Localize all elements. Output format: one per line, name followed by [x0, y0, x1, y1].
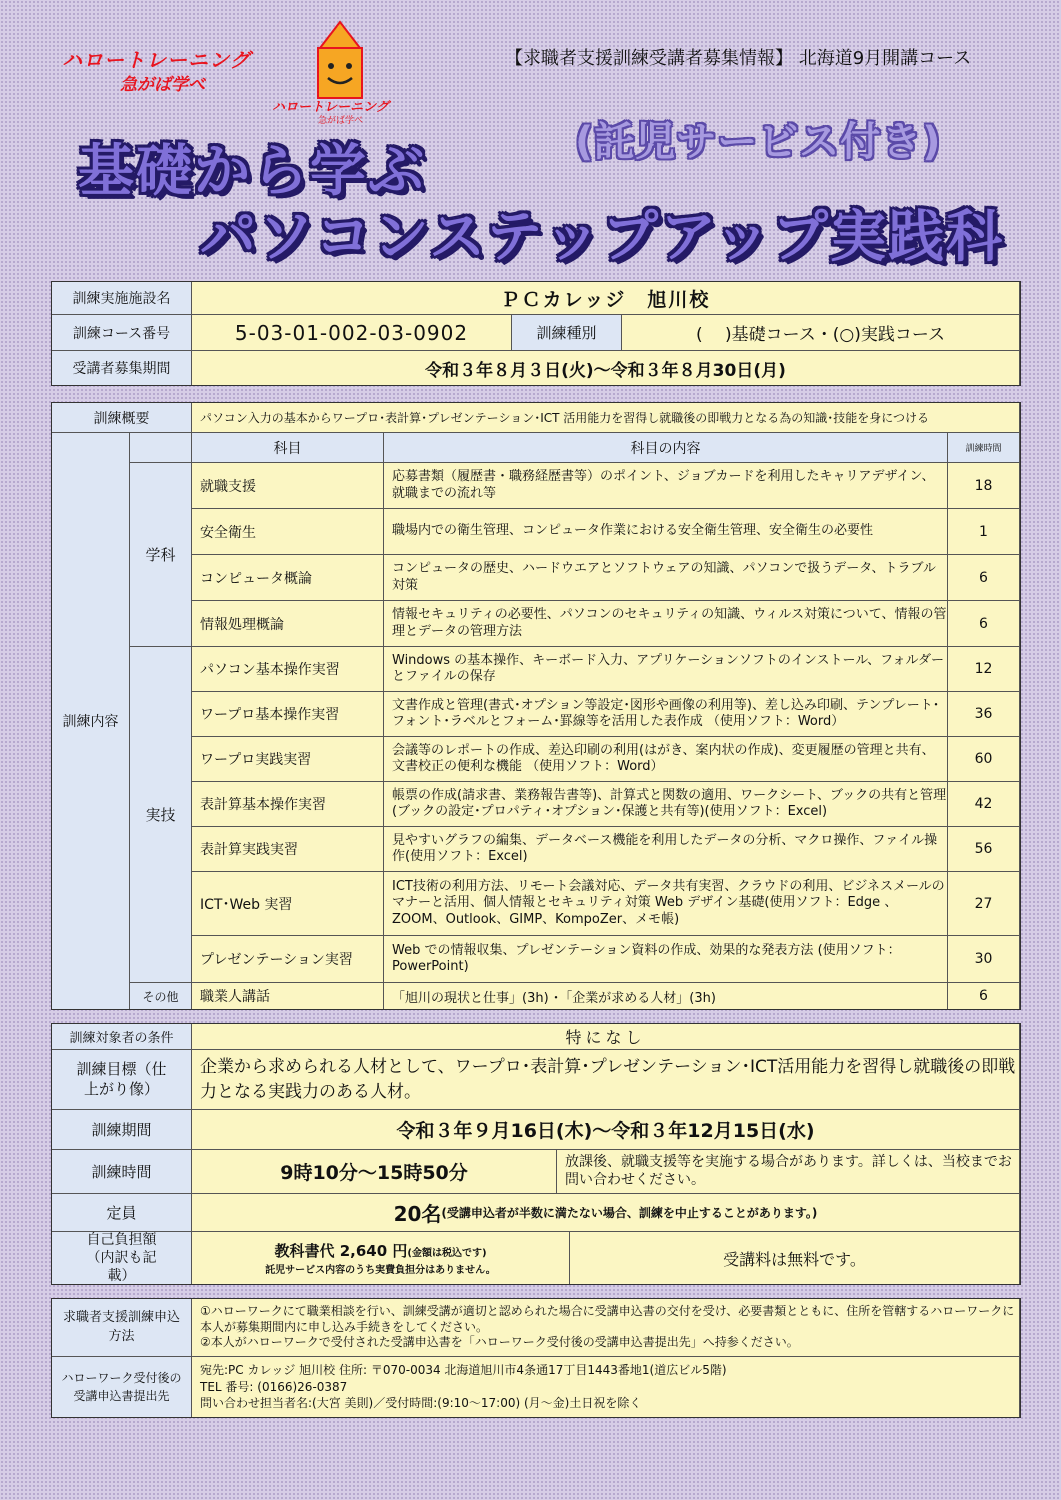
mascot-pencil-icon [300, 18, 380, 108]
subject-hours: 18 [948, 463, 1020, 509]
subject-content: Windows の基本操作、キーボード入力、アプリケーションソフトのインストール、フォルダーとファイルの保存 [384, 647, 948, 692]
childcare-service-label: (託児サービス付き) [575, 119, 942, 165]
subject-content: 見やすいグラフの編集、データベース機能を利用したデータの分析、マクロ操作、ファイル操作(使用ソフト：Excel) [384, 827, 948, 872]
subject-hours: 36 [948, 692, 1020, 737]
capacity-label: 定員 [52, 1194, 192, 1232]
subject-content: 帳票の作成(請求書、業務報告書等)、計算式と関数の適用、ワークシート、ブックの共有と管理(ブックの設定･プロパティ･オプション･保護と共有等)(使用ソフト：Excel) [384, 782, 948, 827]
apply-method-step2: ②本人がハローワークで受付された受講申込書を「ハローワーク受付後の受講申込書提出先」へ持参ください。 [200, 1335, 799, 1350]
cost-tax-note: (金額は税込です) [407, 1248, 487, 1259]
training-details-table [51, 1023, 1021, 1285]
period-value: 令和３年９月16日(木)～令和３年12月15日(水) [192, 1110, 1020, 1150]
subject-content: Web での情報収集、プレゼンテーション資料の作成、効果的な発表方法 (使用ソフト：PowerPoint) [384, 936, 948, 983]
content-label: 訓練内容 [52, 433, 130, 1009]
brand-slogan-line1: ハロートレーニング [62, 48, 251, 72]
goal-value: 企業から求められる人材として、ワープロ･表計算･プレゼンテーション･ICT活用能力を習得し就職後の即戦力となる実践力のある人材。 [192, 1050, 1020, 1110]
time-note: 放課後、就職支援等を実施する場合があります。詳しくは、当校までお問い合わせください。 [557, 1150, 1020, 1194]
facility-label: 訓練実施施設名 [52, 282, 192, 315]
subject-hours: 30 [948, 936, 1020, 983]
subject-name: ワープロ実践実習 [192, 737, 384, 782]
subject-hours: 56 [948, 827, 1020, 872]
goal-label: 訓練目標（仕上がり像） [52, 1050, 192, 1110]
apply-method-step1: ①ハローワークにて職業相談を行い、訓練受講が適切と認められた場合に受講申込書の交付を受け、必要書類とともに、住所を管轄するハローワークに本人が募集期間内に申し込み手続きをしてください。 [200, 1304, 1015, 1334]
category-jitsugi: 実技 [130, 647, 192, 983]
subject-content: 会議等のレポートの作成、差込印刷の利用(はがき、案内状の作成)、変更履歴の管理と共有、文書校正の便利な機能 （使用ソフト：Word） [384, 737, 948, 782]
category-gakka: 学科 [130, 463, 192, 647]
course-title-line1: 基礎から学ぶ [78, 139, 426, 204]
subject-content: 「旭川の現状と仕事」(3h) ･「企業が求める人材」(3h) [384, 983, 948, 1009]
submit-destination-label: ハローワーク受付後の受講申込書提出先 [52, 1357, 192, 1417]
subject-hours: 1 [948, 509, 1020, 555]
subject-name: プレゼンテーション実習 [192, 936, 384, 983]
subject-content: ICT技術の利用方法、リモート会議対応、データ共有実習、クラウドの利用、ビジネスメールのマナーと活用、個人情報とセキュリティ対策 Web デザイン基礎(使用ソフト：Edge 、ZOOM、Outlook、GIMP、KompoZer、メモ帳) [384, 872, 948, 936]
target-label: 訓練対象者の条件 [52, 1024, 192, 1050]
category-other: その他 [130, 983, 192, 1009]
subject-hours: 6 [948, 601, 1020, 647]
subject-name: 表計算基本操作実習 [192, 782, 384, 827]
fee-note: 受講料は無料です。 [570, 1232, 1020, 1284]
subject-name: ICT･Web 実習 [192, 872, 384, 936]
subject-hours: 6 [948, 555, 1020, 601]
subject-hours: 27 [948, 872, 1020, 936]
subject-hours: 42 [948, 782, 1020, 827]
application-table [51, 1298, 1021, 1418]
apply-method-label: 求職者支援訓練申込方法 [52, 1299, 192, 1357]
subject-content: 職場内での衛生管理、コンピュータ作業における安全衛生管理、安全衛生の必要性 [384, 509, 948, 555]
destination-phone: TEL 番号: (0166)26-0387 [200, 1379, 348, 1394]
recruitment-info-header: 【求職者支援訓練受講者募集情報】 北海道9月開講コース [505, 48, 972, 69]
subject-content: 情報セキュリティの必要性、パソコンのセキュリティの知識、ウィルス対策について、情報の管理とデータの管理方法 [384, 601, 948, 647]
content-header: 科目の内容 [384, 433, 948, 463]
recruit-period-label: 受講者募集期間 [52, 351, 192, 385]
facility-value: ＰＣカレッジ 旭川校 [192, 282, 1020, 315]
cost-childcare-note: 託児サービス内容のうち実費負担分はありません。 [265, 1265, 496, 1276]
subject-hours: 12 [948, 647, 1020, 692]
mascot-caption: ハロートレーニング [272, 100, 389, 115]
subject-name: 職業人講話 [192, 983, 384, 1009]
subject-name: コンピュータ概論 [192, 555, 384, 601]
capacity-note: (受講申込者が半数に満たない場合、訓練を中止することがあります。) [441, 1206, 818, 1220]
facility-info-table [51, 281, 1021, 386]
subject-name: 安全衛生 [192, 509, 384, 555]
overview-value: パソコン入力の基本からワープロ･表計算･プレゼンテーション･ICT 活用能力を習得し就職後の即戦力となる為の知識･技能を身につける [192, 403, 1020, 433]
time-label: 訓練時間 [52, 1150, 192, 1194]
brand-slogan-line2: 急がば学べ [120, 75, 205, 95]
course-number-value: 5-03-01-002-03-0902 [192, 315, 512, 351]
subject-content: 文書作成と管理(書式･オプション等設定･図形や画像の利用等)、差し込み印刷、テンプレート･フォント･ラベルとフォーム･罫線等を活用した表作成 （使用ソフト：Word） [384, 692, 948, 737]
target-value: 特になし [192, 1024, 1020, 1050]
hours-header: 訓練時間 [948, 433, 1020, 463]
cost-label: 自己負担額（内訳も記載） [52, 1232, 192, 1284]
training-type-label: 訓練種別 [512, 315, 622, 351]
subject-hours: 6 [948, 983, 1020, 1009]
subject-name: 情報処理概論 [192, 601, 384, 647]
subject-content: 応募書類（履歴書・職務経歴書等）のポイント、ジョブカードを利用したキャリアデザイン、就職までの流れ等 [384, 463, 948, 509]
subject-name: パソコン基本操作実習 [192, 647, 384, 692]
subject-name: 就職支援 [192, 463, 384, 509]
overview-label: 訓練概要 [52, 403, 192, 433]
subject-name: 表計算実践実習 [192, 827, 384, 872]
destination-address: 宛先:PC カレッジ 旭川校 住所: 〒070-0034 北海道旭川市4条通17丁目1443番地1(道広ビル5階) [200, 1362, 727, 1377]
mascot-sub-caption: 急がば学べ [318, 116, 364, 126]
course-title-line2: パソコンステップアップ実践科 [200, 205, 1005, 270]
subject-header: 科目 [192, 433, 384, 463]
cost-value: 教科書代 2,640 円 [274, 1242, 408, 1260]
recruit-period-value: 令和３年８月３日(火)～令和３年８月30日(月) [192, 351, 1020, 385]
destination-contact: 問い合わせ担当者名:(大宮 美則)／受付時間:(9:10～17:00) (月～金)土日祝を除く [200, 1396, 642, 1411]
time-value: 9時10分～15時50分 [192, 1150, 557, 1194]
period-label: 訓練期間 [52, 1110, 192, 1150]
subject-hours: 60 [948, 737, 1020, 782]
subject-content: コンピュータの歴史、ハードウエアとソフトウェアの知識、パソコンで扱うデータ、トラブル対策 [384, 555, 948, 601]
capacity-value: 20名 [393, 1202, 442, 1226]
training-type-value: ( )基礎コース・(○)実践コース [622, 315, 1020, 351]
course-number-label: 訓練コース番号 [52, 315, 192, 351]
training-content-table [51, 402, 1021, 1010]
subject-name: ワープロ基本操作実習 [192, 692, 384, 737]
